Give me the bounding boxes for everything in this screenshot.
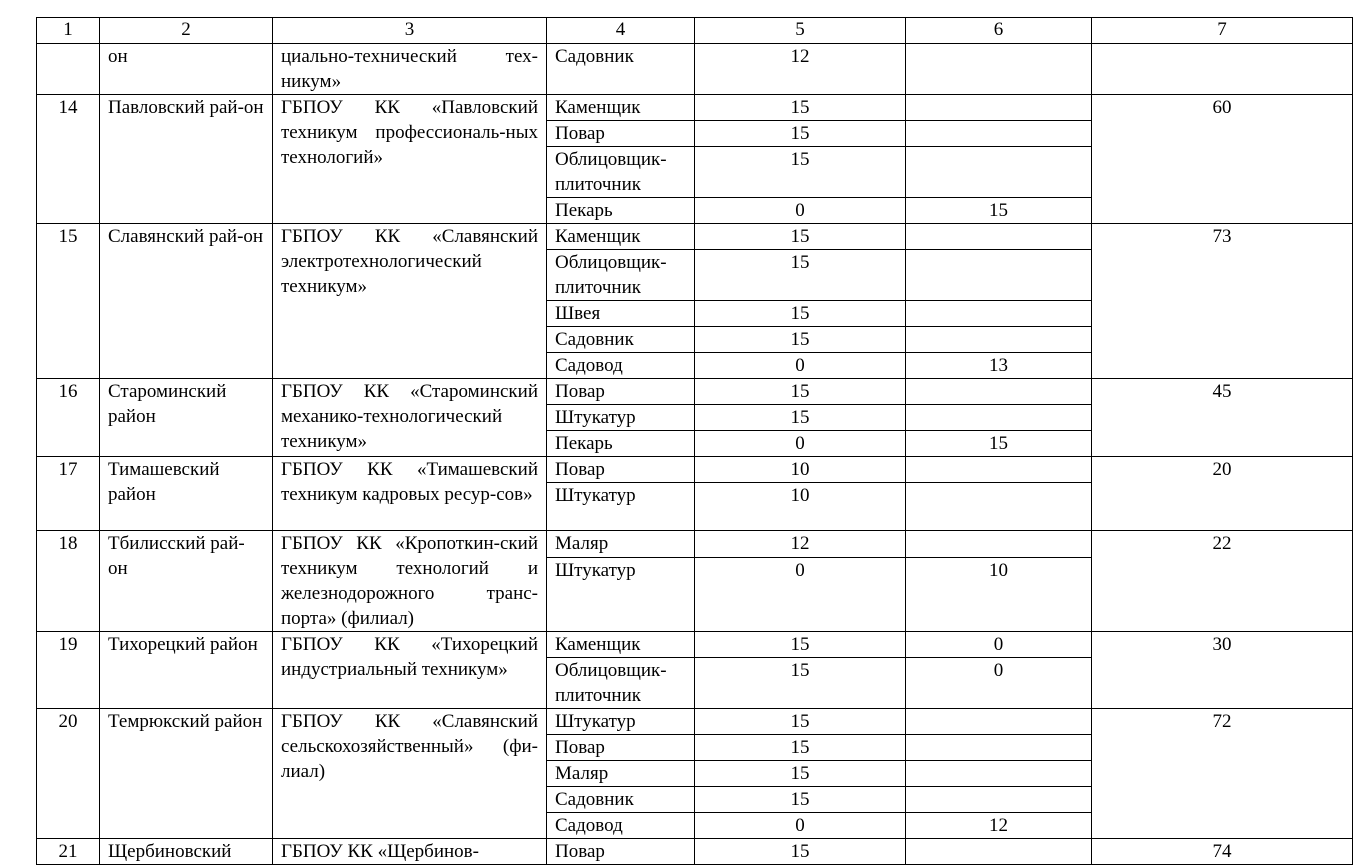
count-col5: 15 bbox=[695, 379, 906, 405]
profession-name: Пекарь bbox=[547, 431, 695, 457]
row-number: 21 bbox=[37, 839, 100, 865]
col-header-3: 3 bbox=[273, 18, 547, 44]
col-header-1: 1 bbox=[37, 18, 100, 44]
count-col5: 15 bbox=[695, 147, 906, 198]
count-col6 bbox=[906, 457, 1092, 483]
profession-name: Облицовщик-плиточник bbox=[547, 250, 695, 301]
table-row bbox=[37, 224, 1353, 250]
profession-name: Каменщик bbox=[547, 95, 695, 121]
count-col6 bbox=[906, 250, 1092, 301]
profession-name: Садовод bbox=[547, 353, 695, 379]
count-col5: 15 bbox=[695, 327, 906, 353]
count-col6: 12 bbox=[906, 813, 1092, 839]
count-col5: 15 bbox=[695, 658, 906, 709]
group-total: 72 bbox=[1092, 709, 1353, 839]
count-col5: 15 bbox=[695, 761, 906, 787]
count-col5: 15 bbox=[695, 787, 906, 813]
district-name: Темрюкский район bbox=[100, 709, 273, 839]
profession-name: Повар bbox=[547, 121, 695, 147]
count-col5: 15 bbox=[695, 301, 906, 327]
count-col6 bbox=[906, 121, 1092, 147]
institution-name: ГБПОУ КК «Славянский сельскохозяйственный» (фи-лиал) bbox=[273, 709, 547, 839]
count-col5: 15 bbox=[695, 95, 906, 121]
institution-name: ГБПОУ КК «Щербинов- bbox=[273, 839, 547, 865]
count-col6 bbox=[906, 483, 1092, 531]
count-col6 bbox=[906, 787, 1092, 813]
profession-name: Повар bbox=[547, 735, 695, 761]
profession-name: Садовник bbox=[547, 787, 695, 813]
district-name: Староминский район bbox=[100, 379, 273, 457]
count-col6: 0 bbox=[906, 658, 1092, 709]
group-total: 22 bbox=[1092, 531, 1353, 632]
table-row bbox=[37, 709, 1353, 735]
count-col6: 15 bbox=[906, 431, 1092, 457]
group-total: 45 bbox=[1092, 379, 1353, 457]
profession-name: Облицовщик-плиточник bbox=[547, 147, 695, 198]
count-col5: 15 bbox=[695, 709, 906, 735]
row-number: 19 bbox=[37, 632, 100, 709]
profession-name: Повар bbox=[547, 379, 695, 405]
district-name: он bbox=[100, 44, 273, 95]
count-col5: 15 bbox=[695, 839, 906, 865]
district-name: Славянский рай-он bbox=[100, 224, 273, 379]
data-table bbox=[36, 17, 1353, 865]
group-total: 60 bbox=[1092, 95, 1353, 224]
col-header-2: 2 bbox=[100, 18, 273, 44]
row-number: 14 bbox=[37, 95, 100, 224]
count-col6: 15 bbox=[906, 198, 1092, 224]
count-col5: 15 bbox=[695, 735, 906, 761]
table-row bbox=[37, 95, 1353, 121]
row-number: 16 bbox=[37, 379, 100, 457]
count-col5: 12 bbox=[695, 531, 906, 558]
count-col6 bbox=[906, 735, 1092, 761]
row-number: 20 bbox=[37, 709, 100, 839]
profession-name: Штукатур bbox=[547, 483, 695, 531]
count-col5: 12 bbox=[695, 44, 906, 95]
table-row bbox=[37, 379, 1353, 405]
institution-name: ГБПОУ КК «Павловский техникум профессиональ-ных технологий» bbox=[273, 95, 547, 224]
table-row bbox=[37, 44, 1353, 95]
profession-name: Облицовщик-плиточник bbox=[547, 658, 695, 709]
count-col6 bbox=[906, 839, 1092, 865]
count-col5: 15 bbox=[695, 250, 906, 301]
col-header-5: 5 bbox=[695, 18, 906, 44]
count-col6 bbox=[906, 301, 1092, 327]
group-total: 74 bbox=[1092, 839, 1353, 865]
district-name: Щербиновский bbox=[100, 839, 273, 865]
count-col6 bbox=[906, 327, 1092, 353]
group-total: 73 bbox=[1092, 224, 1353, 379]
profession-name: Садовник bbox=[547, 44, 695, 95]
count-col6 bbox=[906, 224, 1092, 250]
count-col6 bbox=[906, 379, 1092, 405]
count-col6 bbox=[906, 44, 1092, 95]
district-name: Павловский рай-он bbox=[100, 95, 273, 224]
count-col6: 10 bbox=[906, 557, 1092, 631]
district-name: Тихорецкий район bbox=[100, 632, 273, 709]
count-col5: 0 bbox=[695, 431, 906, 457]
group-total: 20 bbox=[1092, 457, 1353, 531]
profession-name: Пекарь bbox=[547, 198, 695, 224]
institution-name: ГБПОУ КК «Староминский механико-технологический техникум» bbox=[273, 379, 547, 457]
col-header-7: 7 bbox=[1092, 18, 1353, 44]
count-col6 bbox=[906, 531, 1092, 558]
count-col5: 15 bbox=[695, 224, 906, 250]
count-col5: 10 bbox=[695, 457, 906, 483]
count-col6 bbox=[906, 761, 1092, 787]
profession-name: Штукатур bbox=[547, 709, 695, 735]
col-header-4: 4 bbox=[547, 18, 695, 44]
header-row bbox=[37, 18, 1353, 44]
district-name: Тимашевский район bbox=[100, 457, 273, 531]
count-col5: 15 bbox=[695, 405, 906, 431]
count-col5: 15 bbox=[695, 121, 906, 147]
institution-name: ГБПОУ КК «Тимашевский техникум кадровых ресур-сов» bbox=[273, 457, 547, 531]
profession-name: Каменщик bbox=[547, 632, 695, 658]
count-col6 bbox=[906, 405, 1092, 431]
profession-name: Штукатур bbox=[547, 557, 695, 631]
profession-name: Каменщик bbox=[547, 224, 695, 250]
profession-name: Повар bbox=[547, 839, 695, 865]
count-col6 bbox=[906, 147, 1092, 198]
count-col5: 10 bbox=[695, 483, 906, 531]
col-header-6: 6 bbox=[906, 18, 1092, 44]
institution-name: циально-технический тех-никум» bbox=[273, 44, 547, 95]
profession-name: Маляр bbox=[547, 531, 695, 558]
group-total bbox=[1092, 44, 1353, 95]
table-row bbox=[37, 457, 1353, 483]
count-col5: 0 bbox=[695, 557, 906, 631]
profession-name: Садовник bbox=[547, 327, 695, 353]
table-row bbox=[37, 632, 1353, 658]
profession-name: Садовод bbox=[547, 813, 695, 839]
table-row bbox=[37, 531, 1353, 558]
count-col5: 0 bbox=[695, 198, 906, 224]
count-col6 bbox=[906, 95, 1092, 121]
district-name: Тбилисский рай-он bbox=[100, 531, 273, 632]
count-col5: 0 bbox=[695, 813, 906, 839]
row-number: 18 bbox=[37, 531, 100, 632]
count-col6: 13 bbox=[906, 353, 1092, 379]
profession-name: Штукатур bbox=[547, 405, 695, 431]
count-col6: 0 bbox=[906, 632, 1092, 658]
profession-name: Маляр bbox=[547, 761, 695, 787]
profession-name: Повар bbox=[547, 457, 695, 483]
group-total: 30 bbox=[1092, 632, 1353, 709]
table-row bbox=[37, 839, 1353, 865]
profession-name: Швея bbox=[547, 301, 695, 327]
institution-name: ГБПОУ КК «Кропоткин-ский техникум технологий и железнодорожного транс-порта» (филиал) bbox=[273, 531, 547, 632]
institution-name: ГБПОУ КК «Тихорецкий индустриальный техникум» bbox=[273, 632, 547, 709]
count-col5: 0 bbox=[695, 353, 906, 379]
row-number: 17 bbox=[37, 457, 100, 531]
row-number: 15 bbox=[37, 224, 100, 379]
count-col5: 15 bbox=[695, 632, 906, 658]
row-number bbox=[37, 44, 100, 95]
institution-name: ГБПОУ КК «Славянский электротехнологический техникум» bbox=[273, 224, 547, 379]
table-body bbox=[37, 44, 1353, 865]
count-col6 bbox=[906, 709, 1092, 735]
